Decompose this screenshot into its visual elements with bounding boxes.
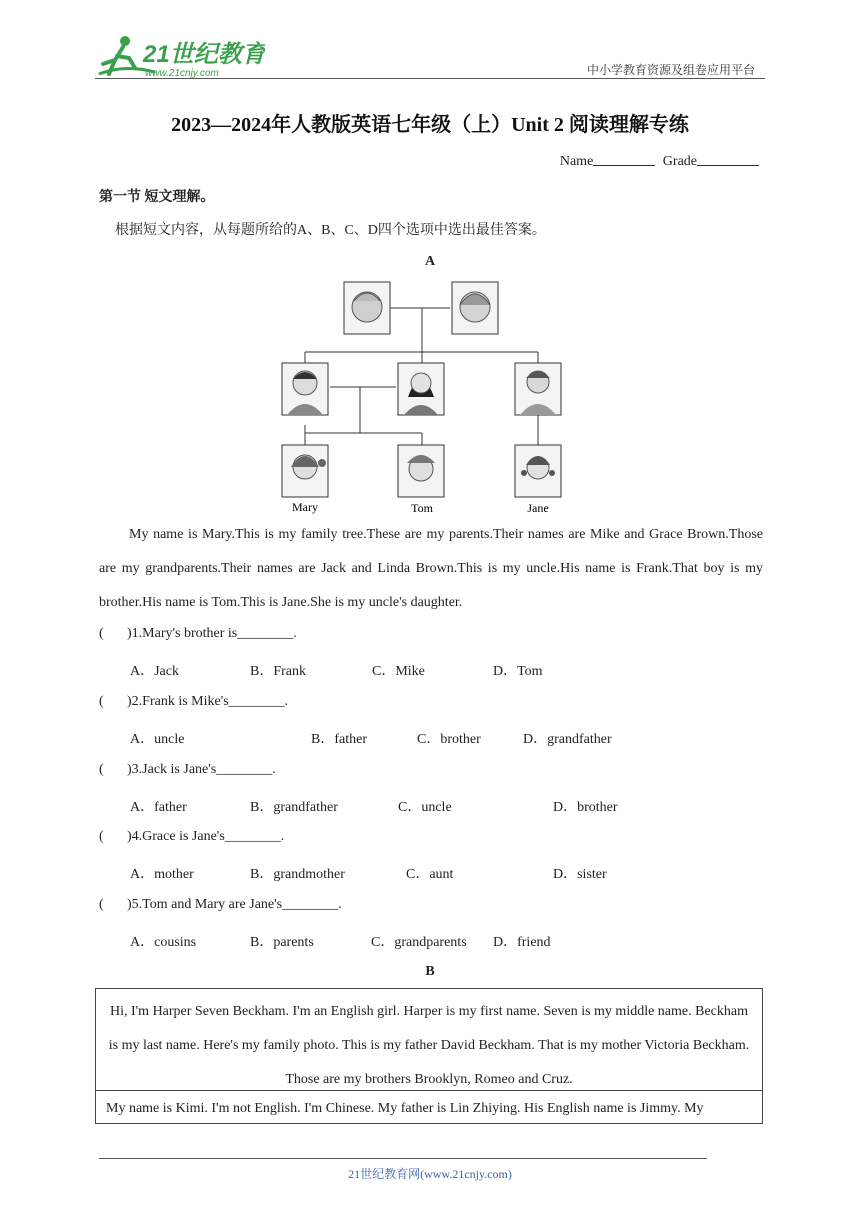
name-blank[interactable]	[593, 152, 655, 166]
section-heading: 第一节 短文理解。	[99, 190, 215, 205]
question-2	[99, 694, 288, 710]
q1-option-d[interactable]: D．Tom	[493, 664, 543, 679]
q1-option-b[interactable]: B．Frank	[250, 664, 306, 679]
q3-option-c[interactable]: C．uncle	[398, 800, 452, 815]
q5-option-c[interactable]: C．grandparents	[371, 935, 467, 950]
portrait-grandmother	[452, 282, 498, 334]
passage-b-label: B	[425, 964, 435, 979]
answer-paren[interactable]: (	[99, 626, 104, 641]
logo-text: 21世纪教育	[143, 41, 265, 68]
portrait-uncle	[515, 363, 561, 415]
q3-option-a[interactable]: A．father	[130, 800, 187, 815]
q4-option-b[interactable]: B．grandmother	[250, 867, 345, 882]
question-stem: )1.Mary's brother is________.	[127, 626, 297, 641]
portrait-tom	[398, 445, 444, 497]
logo	[95, 34, 265, 80]
question-stem: )3.Jack is Jane's________.	[127, 762, 276, 777]
family-tree	[270, 275, 580, 520]
question-stem: )2.Frank is Mike's________.	[127, 694, 289, 709]
question-1	[99, 626, 297, 642]
page-title: 2023—2024年人教版英语七年级（上）Unit 2 阅读理解专练	[171, 114, 689, 136]
question-stem: )4.Grace is Jane's________.	[127, 829, 285, 844]
tree-label-jane: Jane	[527, 501, 549, 515]
footer-divider	[99, 1158, 707, 1159]
q3-option-d[interactable]: D．brother	[553, 800, 618, 815]
passage-b-paragraph-1: Hi, I'm Harper Seven Beckham. I'm an English girl. Harper is my first name. Seven is my middle name. Beckham is my last name. Here's my family photo. This is my father David Beckham. That is my mother Victoria Beckham. Those are my brothers Brooklyn, Romeo and Cruz.	[96, 989, 762, 1091]
answer-paren[interactable]: (	[99, 694, 104, 709]
passage-a-text: My name is Mary.This is my family tree.These are my parents.Their names are Mike and Grace Brown.Those are my grandparents.Their names are Jack and Linda Brown.This is my uncle.His name is Frank.That boy is my brother.His name is Tom.This is Jane.She is my uncle's daughter.	[99, 527, 763, 610]
q3-option-b[interactable]: B．grandfather	[250, 800, 338, 815]
passage-a-label: A	[424, 254, 436, 269]
portrait-father	[282, 363, 328, 415]
answer-paren[interactable]: (	[99, 829, 104, 844]
question-stem: )5.Tom and Mary are Jane's________.	[127, 897, 342, 912]
answer-paren[interactable]: (	[99, 762, 104, 777]
grade-label: Grade	[662, 154, 697, 169]
portrait-jane	[515, 445, 561, 497]
question-3	[99, 762, 276, 778]
grade-blank[interactable]	[697, 152, 759, 166]
question-4	[99, 829, 284, 845]
header-divider	[95, 78, 765, 79]
q1-option-a[interactable]: A．Jack	[130, 664, 179, 679]
q1-option-c[interactable]: C．Mike	[372, 664, 425, 679]
q4-option-a[interactable]: A．mother	[130, 867, 194, 882]
q2-option-a[interactable]: A．uncle	[130, 732, 185, 747]
tree-label-tom: Tom	[411, 501, 433, 515]
tree-label-mary: Mary	[292, 500, 318, 514]
portrait-mary	[282, 445, 328, 497]
portrait-mother	[398, 363, 444, 415]
q2-option-b[interactable]: B．father	[311, 732, 367, 747]
name-label: Name	[559, 154, 594, 169]
header-tagline: 中小学教育资源及组卷应用平台	[586, 63, 755, 77]
q2-option-c[interactable]: C．brother	[417, 732, 481, 747]
footer-text: 21世纪教育网(www.21cnjy.com)	[348, 1167, 512, 1181]
q4-option-d[interactable]: D．sister	[553, 867, 607, 882]
passage-b-paragraph-2: My name is Kimi. I'm not English. I'm Chinese. My father is Lin Zhiying. His English name is Jimmy. My	[106, 1101, 704, 1116]
question-5	[99, 897, 342, 913]
answer-paren[interactable]: (	[99, 897, 104, 912]
q5-option-d[interactable]: D．friend	[493, 935, 551, 950]
q5-option-b[interactable]: B．parents	[250, 935, 314, 950]
q2-option-d[interactable]: D．grandfather	[523, 732, 612, 747]
name-grade-line	[560, 152, 763, 170]
q4-option-c[interactable]: C．aunt	[406, 867, 454, 882]
passage-b-box	[95, 988, 763, 1124]
section-instruction: 根据短文内容，从每题所给的A、B、C、D四个选项中选出最佳答案。	[115, 223, 546, 238]
logo-url: www.21cnjy.com	[145, 68, 219, 79]
q5-option-a[interactable]: A．cousins	[130, 935, 197, 950]
portrait-grandfather	[344, 282, 390, 334]
